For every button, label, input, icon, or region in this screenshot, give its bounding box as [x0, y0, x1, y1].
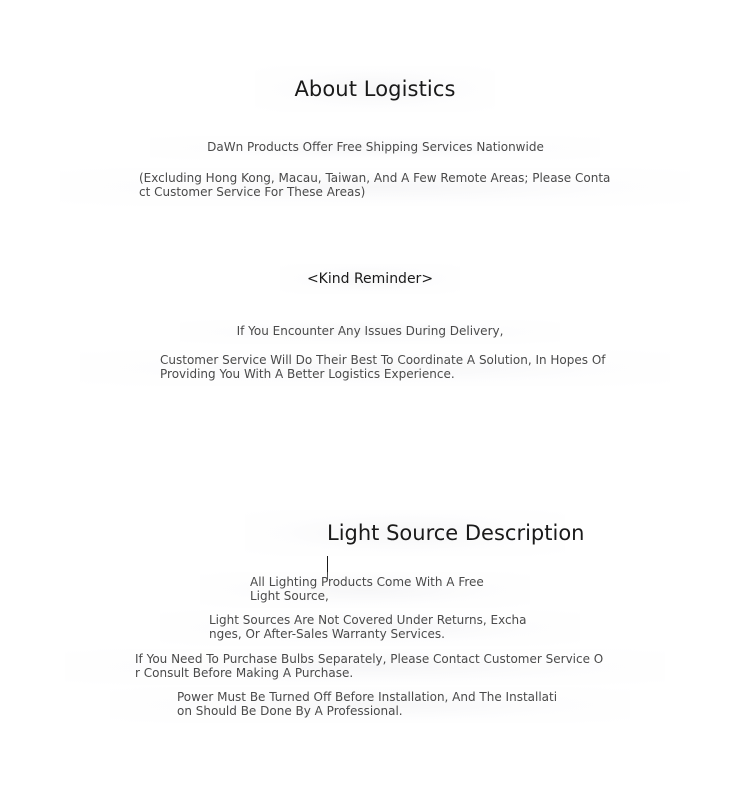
light-source-item — [65, 649, 665, 685]
customer-service-note — [80, 350, 670, 386]
logistics-title-text: About Logistics — [294, 77, 456, 101]
light-source-item-text: All Lighting Products Come With A Free Light Source, — [250, 575, 484, 603]
delivery-issue-text: If You Encounter Any Issues During Delivery, — [236, 324, 504, 338]
light-source-item — [110, 687, 630, 723]
light-source-item-text: Light Sources Are Not Covered Under Returns, Exchanges, Or After-Sales Warranty Services. — [209, 613, 527, 641]
shipping-exclusions-note — [60, 168, 690, 206]
light-source-section-title — [245, 510, 585, 556]
logistics-section-title — [255, 66, 495, 112]
delivery-issue-notice — [180, 320, 560, 344]
light-source-title-line — [286, 510, 585, 580]
light-source-item-text: Power Must Be Turned Off Before Installation, And The Installation Should Be Done By A Professional. — [177, 690, 558, 718]
light-source-title-text: Light Source Description — [327, 521, 585, 545]
shipping-exclusions-text: (Excluding Hong Kong, Macau, Taiwan, And A Few Remote Areas; Please Contact Customer Service For These Areas) — [139, 171, 611, 199]
customer-service-text: Customer Service Will Do Their Best To Coordinate A Solution, In Hopes Of Providing You With A Better Logistics Experience. — [160, 353, 606, 381]
free-shipping-notice — [150, 136, 600, 160]
reminder-title-text: <Kind Reminder> — [306, 271, 434, 287]
free-shipping-text: DaWn Products Offer Free Shipping Services Nationwide — [207, 140, 544, 154]
light-source-item — [160, 610, 580, 646]
reminder-section-title — [280, 264, 460, 294]
light-source-item-text: If You Need To Purchase Bulbs Separately, Please Contact Customer Service Or Consult Before Making A Purchase. — [135, 652, 604, 680]
light-source-item — [200, 572, 530, 608]
